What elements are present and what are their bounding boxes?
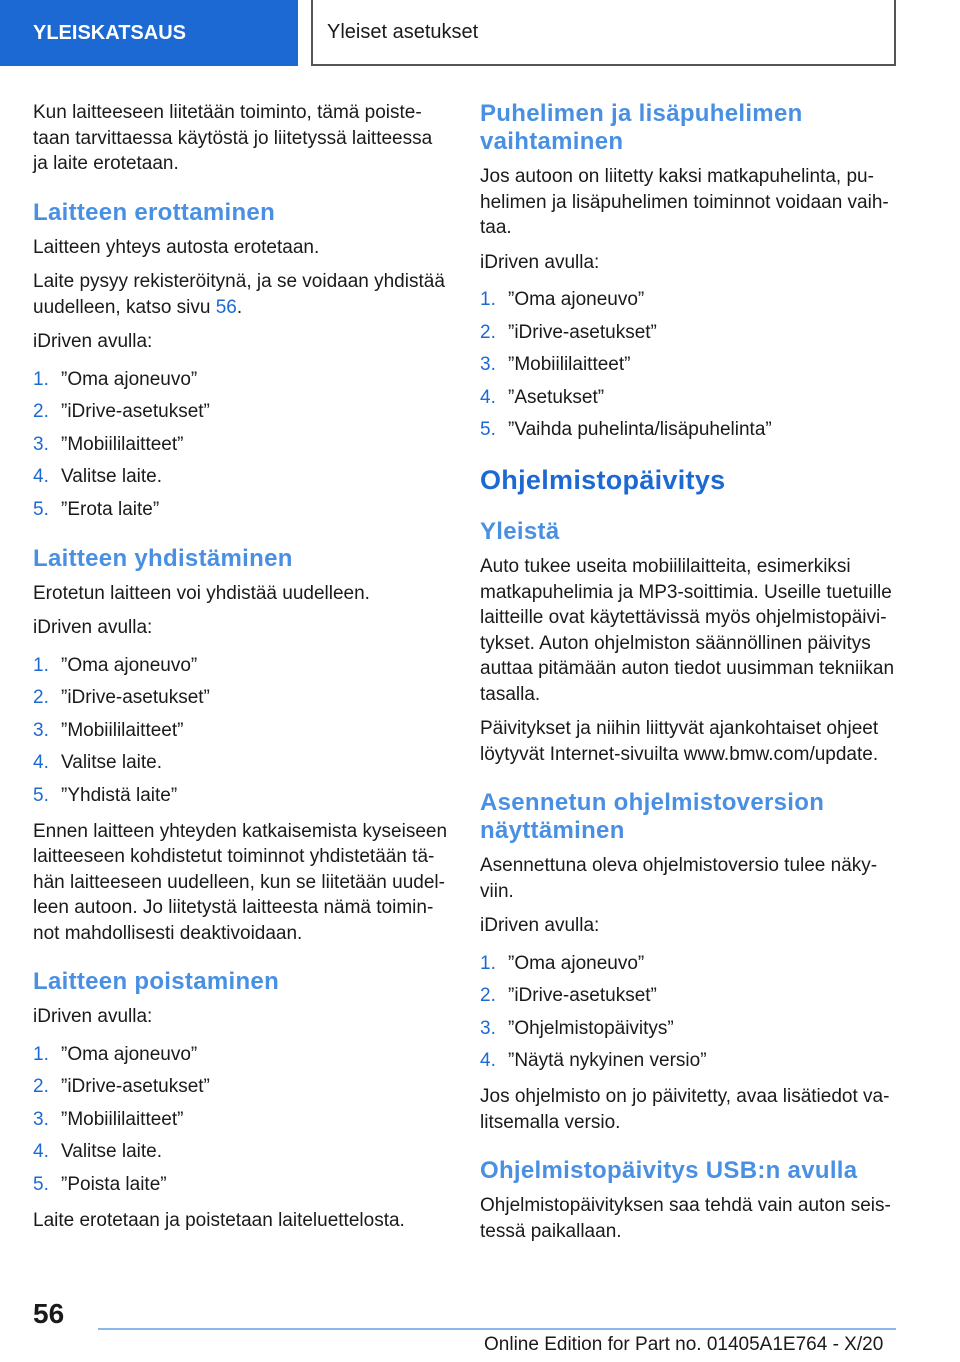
list-item (480, 1016, 898, 1042)
page-link[interactable]: 56 (215, 296, 237, 318)
step-text: ”iDrive-asetukset” (61, 687, 210, 708)
paragraph-with-link (33, 269, 451, 320)
idrive-label: iDriven avulla: (480, 915, 600, 936)
step-number: 5. (33, 1173, 49, 1195)
list-item (33, 718, 451, 744)
list-item (480, 951, 898, 977)
list-item (480, 352, 898, 378)
right-column (480, 100, 898, 1253)
step-number: 2. (33, 687, 49, 708)
idrive-label: iDriven avulla: (33, 1006, 153, 1027)
paragraph: Asennettuna oleva ohjelmistoversio tulee näkyviin. (480, 855, 878, 902)
step-text: ”Yhdistä laite” (61, 784, 178, 806)
list-item (33, 750, 451, 776)
step-text: ”Mobiililaitteet” (61, 433, 184, 455)
paragraph: Ohjelmistopäivityksen saa tehdä vain auton seistessä paikallaan. (480, 1195, 891, 1242)
list-item (480, 983, 898, 1009)
heading-software-update: Ohjelmistopäivitys (480, 465, 726, 495)
period: . (236, 296, 243, 318)
step-number: 1. (33, 368, 49, 390)
idrive-label: iDriven avulla: (33, 617, 153, 638)
list-item (33, 367, 451, 393)
paragraph-text: Laite pysyy rekisteröitynä, ja se voidaan yhdistää uudelleen, katso sivu (33, 271, 445, 318)
step-number: 3. (33, 433, 49, 455)
heading-device-connect: Laitteen yhdistäminen (33, 544, 293, 572)
step-text: ”Oma ajoneuvo” (508, 289, 645, 310)
heading-usb-update: Ohjelmistopäivitys USB:n avulla (480, 1157, 858, 1184)
step-text: ”Asetukset” (508, 386, 605, 408)
edition-footer: Online Edition for Part no. 01405A1E764 - X/20 (484, 1334, 884, 1355)
list-item (480, 320, 898, 346)
page-header (0, 0, 960, 66)
list-item (480, 287, 898, 313)
step-number: 5. (33, 784, 49, 806)
step-text: ”Mobiililaitteet” (61, 719, 184, 741)
heading-phone-switch: Puhelimen ja lisäpuhelimen vaihtaminen (480, 100, 803, 155)
step-text: ”Näytä nykyinen versio” (508, 1050, 707, 1071)
step-text: ”Erota laite” (61, 498, 160, 520)
step-text: ”Oma ajoneuvo” (61, 368, 198, 390)
paragraph: Laite erotetaan ja poistetaan laiteluettelosta. (33, 1209, 405, 1231)
list-item (33, 432, 451, 458)
step-number: 2. (33, 401, 49, 422)
step-text: ”iDrive-asetukset” (508, 985, 657, 1006)
page-number: 56 (33, 1298, 65, 1329)
steps-list (33, 653, 451, 809)
heading-show-version: Asennetun ohjelmistoversion näyttäminen (480, 789, 825, 844)
step-text: ”Oma ajoneuvo” (508, 952, 645, 974)
step-number: 2. (480, 985, 496, 1006)
list-item (33, 1107, 451, 1133)
step-text: ”Oma ajoneuvo” (61, 654, 198, 676)
list-item (33, 1139, 451, 1165)
list-item (33, 1074, 451, 1100)
list-item (33, 1042, 451, 1068)
step-number: 1. (480, 289, 496, 310)
step-text: ”iDrive-asetukset” (508, 321, 657, 343)
list-item (33, 1172, 451, 1198)
step-number: 3. (480, 354, 496, 375)
step-number: 3. (33, 1108, 49, 1130)
step-number: 2. (480, 321, 496, 343)
left-column (33, 100, 451, 1242)
list-item (480, 385, 898, 411)
steps-list (480, 951, 898, 1075)
paragraph: Jos ohjelmisto on jo päivitetty, avaa lisätiedot valitsemalla versio. (480, 1086, 890, 1133)
paragraph: Ennen laitteen yhteyden katkaisemista kyseiseen laitteeseen kohdistetut toiminnot yhdistetään tähän laitteeseen uudelleen, kun se liitetään uudelleen autoon. Jo liitetystä laitteesta nämä toiminnot mahdollisesti deaktivoidaan. (33, 820, 448, 944)
steps-list (33, 1042, 451, 1198)
list-item (480, 1048, 898, 1074)
paragraph: Laitteen yhteys autosta erotetaan. (33, 236, 320, 258)
footer-divider (98, 1328, 896, 1330)
list-item (33, 653, 451, 679)
step-text: ”Vaihda puhelinta/lisäpuhelinta” (508, 419, 772, 440)
step-text: ”Oma ajoneuvo” (61, 1043, 198, 1065)
step-text: ”iDrive-asetukset” (61, 401, 210, 422)
step-number: 4. (33, 752, 49, 773)
step-text: Valitse laite. (61, 752, 163, 773)
step-text: Valitse laite. (61, 1141, 163, 1162)
step-number: 4. (33, 466, 49, 487)
idrive-label: iDriven avulla: (33, 331, 153, 352)
step-number: 1. (480, 952, 496, 974)
list-item (33, 464, 451, 490)
step-text: ”Poista laite” (61, 1173, 167, 1195)
steps-list (33, 367, 451, 523)
step-text: ”iDrive-asetukset” (61, 1076, 210, 1097)
steps-list (480, 287, 898, 443)
step-number: 5. (480, 419, 496, 440)
paragraph: Jos autoon on liitetty kaksi matkapuhelinta, puhelimen ja lisäpuhelimen toiminnot voidaan vaihtaa. (480, 166, 889, 238)
paragraph: Auto tukee useita mobiililaitteita, esimerkiksi matkapuhelimia ja MP3-soittimia. Useille tuetuille laitteille ovat käytettävissä myös ohjelmistopäivitykset. Auton ohjelmiston säännöllinen päivitys auttaa pitämään auton tiedot uusimman tekniikan tasalla. (480, 556, 895, 705)
paragraph: Erotetun laitteen voi yhdistää uudelleen. (33, 582, 370, 604)
step-number: 1. (33, 1043, 49, 1065)
list-item (33, 399, 451, 425)
step-text: Valitse laite. (61, 466, 163, 487)
step-number: 2. (33, 1076, 49, 1097)
list-item (33, 497, 451, 523)
step-number: 3. (480, 1017, 496, 1039)
list-item (33, 685, 451, 711)
list-item (33, 783, 451, 809)
step-text: ”Mobiililaitteet” (508, 354, 631, 375)
heading-general: Yleistä (480, 518, 560, 545)
heading-device-remove: Laitteen poistaminen (33, 968, 280, 995)
step-number: 4. (480, 386, 496, 408)
step-number: 4. (480, 1050, 496, 1071)
step-text: ”Ohjelmistopäivitys” (508, 1017, 674, 1039)
intro-paragraph: Kun laitteeseen liitetään toiminto, tämä poistetaan tarvittaessa käytöstä jo liitetyssä laitteessa ja laite erotetaan. (33, 102, 433, 174)
step-number: 4. (33, 1141, 49, 1162)
topic-title: Yleiset asetukset (311, 0, 896, 66)
step-number: 5. (33, 498, 49, 520)
section-tab[interactable]: YLEISKATSAUS (0, 0, 298, 66)
paragraph: Päivitykset ja niihin liittyvät ajankohtaiset ohjeet löytyvät Internet-sivuilta www.bmw.com/update. (480, 718, 879, 765)
step-number: 3. (33, 719, 49, 741)
step-text: ”Mobiililaitteet” (61, 1108, 184, 1130)
list-item (480, 417, 898, 443)
step-number: 1. (33, 654, 49, 676)
idrive-label: iDriven avulla: (480, 251, 600, 273)
heading-device-disconnect: Laitteen erottaminen (33, 198, 276, 226)
